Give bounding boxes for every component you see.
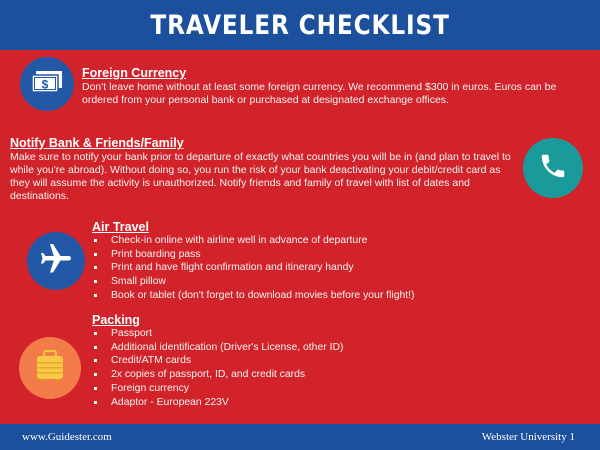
currency-circle xyxy=(20,57,74,111)
list-item: Credit/ATM cards xyxy=(92,354,343,368)
packing-title: Packing xyxy=(92,313,140,327)
air-title: Air Travel xyxy=(92,220,149,234)
money-icon xyxy=(30,69,64,100)
plane-circle xyxy=(27,232,85,290)
list-item: Additional identification (Driver's License, other ID) xyxy=(92,341,343,355)
list-item: Adaptor - European 223V xyxy=(92,396,343,410)
footer-page-label: Webster University 1 xyxy=(481,431,575,443)
phone-icon xyxy=(538,151,568,186)
phone-circle xyxy=(523,138,583,198)
list-item: Passport xyxy=(92,327,343,341)
packing-checklist xyxy=(92,327,343,409)
list-item: Print and have flight confirmation and itinerary handy xyxy=(92,261,414,275)
suitcase-icon xyxy=(30,346,70,391)
list-item: Check-in online with airline well in advance of departure xyxy=(92,234,414,248)
notify-text: Make sure to notify your bank prior to departure of exactly what countries you will be in (and plan to travel to while you're abroad). Without doing so, you run the risk of your bank deactivating your debit/credit card as they will assume the activity is unauthorized. Notify friends and family of travel with list of dates and destinations. xyxy=(10,151,511,202)
svg-text:$: $ xyxy=(41,77,49,91)
airplane-icon xyxy=(38,241,74,282)
luggage-circle xyxy=(19,337,81,399)
list-item: 2x copies of passport, ID, and credit cards xyxy=(92,368,343,382)
currency-title: Foreign Currency xyxy=(82,66,187,80)
currency-text: Don't leave home without at least some foreign currency. We recommend $300 in euros. Euros can be ordered from your personal bank or purchased at designated exchange offices. xyxy=(82,81,557,106)
footer-website: www.Guidester.com xyxy=(22,431,112,443)
air-checklist xyxy=(92,234,414,303)
page-title: TRAVELER CHECKLIST xyxy=(150,9,450,41)
title-banner xyxy=(0,0,600,50)
list-item: Print boarding pass xyxy=(92,248,414,262)
list-item: Book or tablet (don't forget to download movies before your flight!) xyxy=(92,289,414,303)
list-item: Foreign currency xyxy=(92,382,343,396)
list-item: Small pillow xyxy=(92,275,414,289)
notify-title: Notify Bank & Friends/Family xyxy=(10,136,184,150)
footer-bar xyxy=(0,424,600,450)
